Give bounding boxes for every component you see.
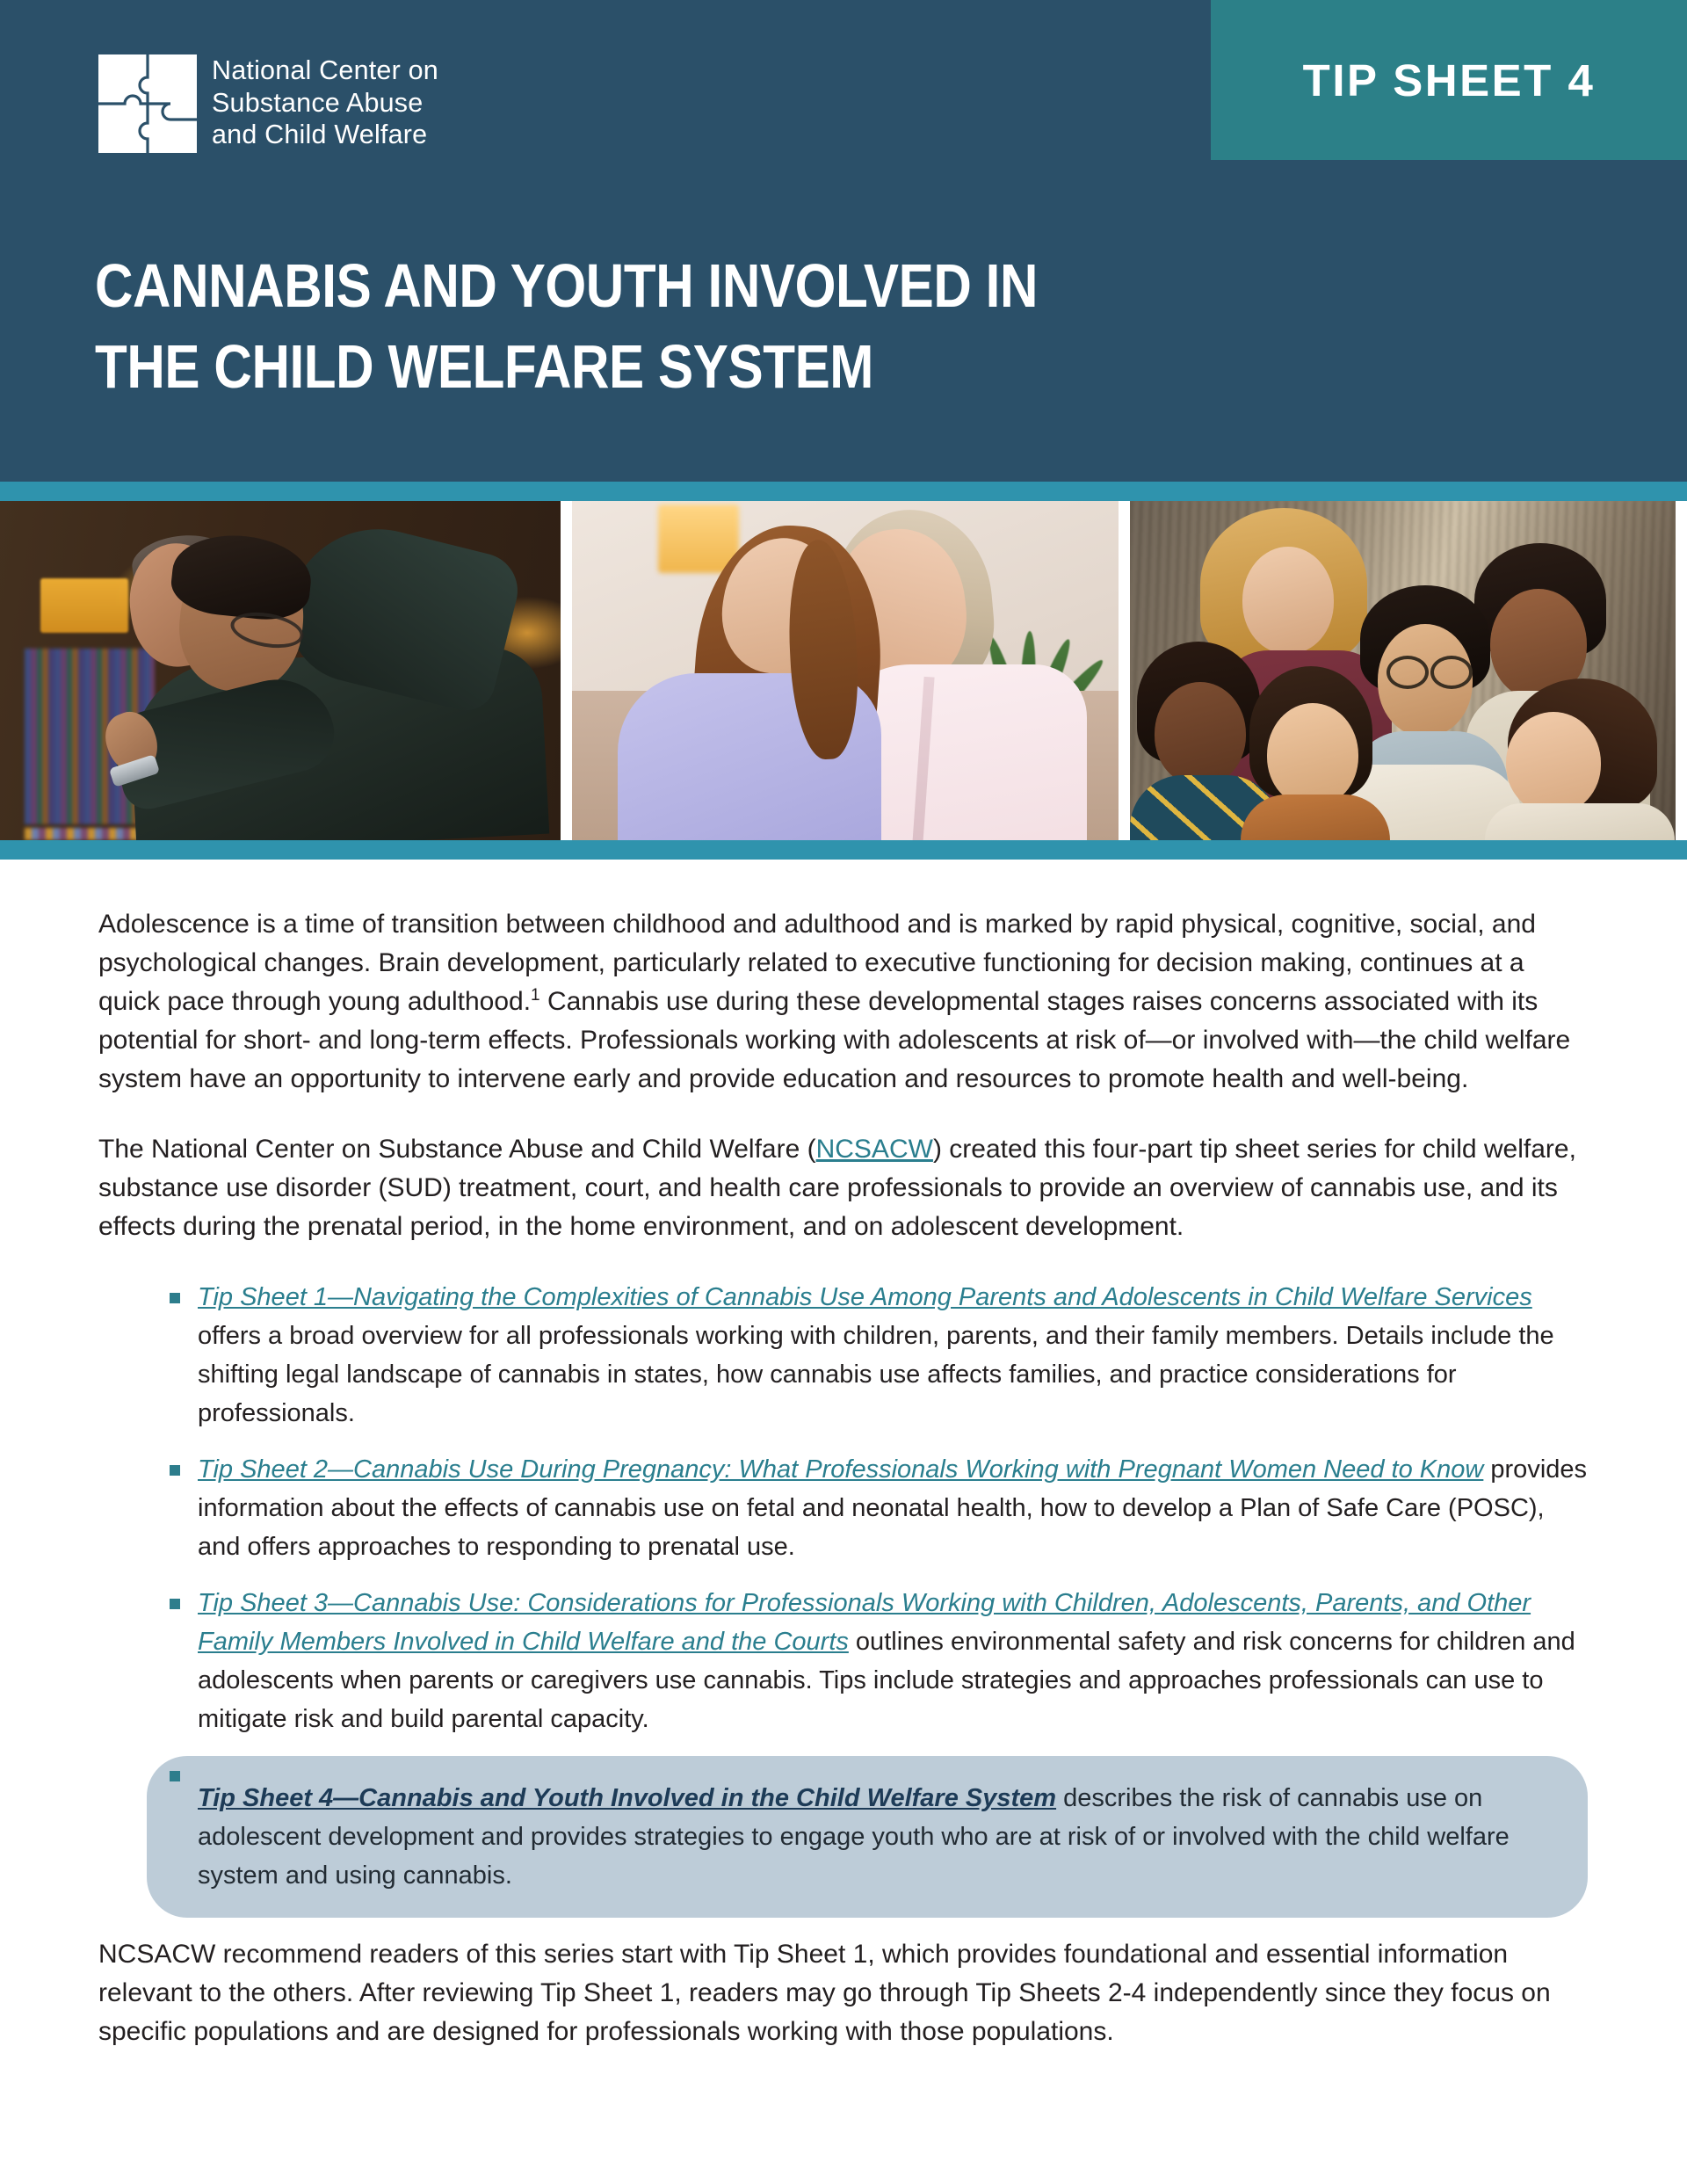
tip-sheet-3-link[interactable]: Tip Sheet 3—Cannabis Use: Considerations for Professionals Working with Children, Adolescents, Parents, and Other Family Members Involved in Child Welfare and the Courts xyxy=(198,1589,1531,1656)
tip-sheet-badge-label: TIP SHEET 4 xyxy=(1302,54,1596,105)
list-item-tip-sheet-4-highlighted xyxy=(147,1756,1588,1918)
tip-sheet-4-description: describes the risk of cannabis use on adolescent development and provides strategies to engage youth who are at risk of or involved with the child welfare system and using cannabis. xyxy=(198,1784,1510,1890)
tip-sheet-2-description: provides information about the effects of cannabis use on fetal and neonatal health, how to develop a Plan of Safe Care (POSC), and offers approaches to responding to prenatal use. xyxy=(198,1455,1588,1561)
photo-gutter-1 xyxy=(561,501,572,840)
footnote-marker-1: 1 xyxy=(531,986,540,1005)
list-item-tip-sheet-2 xyxy=(147,1450,1588,1566)
tip-sheet-1-description: offers a broad overview for all professionals working with children, parents, and their family members. Details include the shifting legal landscape of cannabis in states, how cannabis use affects families, and practice considerations for professionals. xyxy=(198,1322,1554,1427)
series-overview-part-1: The National Center on Substance Abuse and Child Welfare ( xyxy=(98,1135,816,1164)
logo-line-3: and Child Welfare xyxy=(212,120,428,149)
ncsacw-link[interactable]: NCSACW xyxy=(815,1135,933,1164)
tip-sheet-1-link[interactable]: Tip Sheet 1—Navigating the Complexities of Cannabis Use Among Parents and Adolescents in Child Welfare Services xyxy=(198,1283,1532,1311)
square-bullet-icon xyxy=(170,1293,180,1303)
page-title-line-2: THE CHILD WELFARE SYSTEM xyxy=(95,331,874,401)
logo-line-2: Substance Abuse xyxy=(212,87,424,118)
square-bullet-icon xyxy=(170,1599,180,1609)
photo-mother-and-daughter xyxy=(572,501,1119,840)
tip-sheet-4-link[interactable]: Tip Sheet 4—Cannabis and Youth Involved in the Child Welfare System xyxy=(198,1784,1057,1812)
photo-group-of-young-adults xyxy=(1130,501,1676,840)
tip-sheet-list xyxy=(147,1278,1588,1918)
intro-paragraph xyxy=(98,905,1589,1099)
closing-paragraph: NCSACW recommend readers of this series start with Tip Sheet 1, which provides foundational and essential information relevant to the others. After reviewing Tip Sheet 1, readers may go through Tip Sheets 2-4 independently since they focus on specific populations and are designed for professionals working with those populations. xyxy=(98,1940,1551,2046)
puzzle-pieces-icon xyxy=(98,54,197,153)
tip-sheet-badge xyxy=(1211,0,1687,160)
list-item-tip-sheet-3 xyxy=(147,1584,1588,1738)
photo-father-and-teen xyxy=(0,501,561,840)
document-body xyxy=(0,860,1687,2051)
photo-band xyxy=(0,501,1687,840)
teal-divider-top xyxy=(0,482,1687,501)
organization-logo xyxy=(98,54,438,153)
intro-paragraph-part-1: Adolescence is a time of transition between childhood and adulthood and is marked by rapid physical, cognitive, social, and psychological changes. Brain development, particularly related to executive functioning for decision making, continues at a quick pace through young adulthood. xyxy=(98,910,1536,1016)
organization-logo-text xyxy=(212,54,438,151)
list-item-tip-sheet-1 xyxy=(147,1278,1588,1433)
series-overview-paragraph xyxy=(98,1130,1589,1246)
tip-sheet-3-description: outlines environmental safety and risk concerns for children and adolescents when parents or caregivers use cannabis. Tips include strategies and approaches professionals can use to mitigate risk and build parental capacity. xyxy=(198,1628,1575,1733)
square-bullet-icon xyxy=(170,1465,180,1476)
tip-sheet-list-wrapper xyxy=(147,1278,1588,1918)
photo-gutter-2 xyxy=(1119,501,1130,840)
page-title-line-1: CANNABIS AND YOUTH INVOLVED IN xyxy=(95,250,1038,320)
square-bullet-icon xyxy=(170,1771,180,1781)
logo-line-1: National Center on xyxy=(212,55,438,85)
teal-divider-bottom xyxy=(0,840,1687,860)
intro-paragraph-part-2: Cannabis use during these developmental stages raises concerns associated with its potential for short- and long-term effects. Professionals working with adolescents at risk of—or involved with—the child welfare system have an opportunity to intervene early and provide education and resources to promote health and well-being. xyxy=(98,987,1571,1093)
series-overview-part-2: ) created this four-part tip sheet series for child welfare, substance use disorder (SUD) treatment, court, and health care professionals to provide an overview of cannabis use, and its effects during the prenatal period, in the home environment, and on adolescent development. xyxy=(98,1135,1576,1241)
document-header xyxy=(0,0,1687,482)
page-title xyxy=(95,245,1077,407)
tip-sheet-2-link[interactable]: Tip Sheet 2—Cannabis Use During Pregnancy: What Professionals Working with Pregnant Women Need to Know xyxy=(198,1455,1484,1484)
